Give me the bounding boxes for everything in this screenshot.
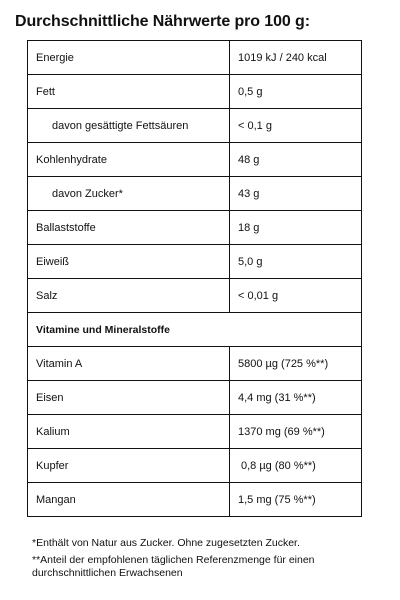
section-header-row xyxy=(28,313,362,347)
nutrient-value-salt: < 0,01 g xyxy=(230,279,362,313)
nutrient-label-saturated-fat: davon gesättigte Fettsäuren xyxy=(28,109,230,143)
nutrient-value-energy: 1019 kJ / 240 kcal xyxy=(230,41,362,75)
table-row xyxy=(28,143,362,177)
table-row xyxy=(28,347,362,381)
table-row xyxy=(28,415,362,449)
table-row xyxy=(28,41,362,75)
page-title: Durchschnittliche Nährwerte pro 100 g: xyxy=(15,13,310,30)
vitamin-value-a: 5800 µg (725 %**) xyxy=(230,347,362,381)
nutrient-value-protein: 5,0 g xyxy=(230,245,362,279)
table-row xyxy=(28,449,362,483)
mineral-value-manganese: 1,5 mg (75 %**) xyxy=(230,483,362,517)
mineral-label-manganese: Mangan xyxy=(28,483,230,517)
mineral-label-copper: Kupfer xyxy=(28,449,230,483)
nutrient-label-salt: Salz xyxy=(28,279,230,313)
mineral-label-iron: Eisen xyxy=(28,381,230,415)
nutrient-label-fat: Fett xyxy=(28,75,230,109)
nutrient-value-fiber: 18 g xyxy=(230,211,362,245)
nutrient-label-carbohydrates: Kohlenhydrate xyxy=(28,143,230,177)
nutrient-label-sugar: davon Zucker* xyxy=(28,177,230,211)
table-row xyxy=(28,109,362,143)
section-header: Vitamine und Mineralstoffe xyxy=(28,313,362,347)
footnotes xyxy=(32,537,372,584)
table-row xyxy=(28,211,362,245)
mineral-value-copper: 0,8 µg (80 %**) xyxy=(230,449,362,483)
mineral-value-potassium: 1370 mg (69 %**) xyxy=(230,415,362,449)
table-row xyxy=(28,245,362,279)
nutrient-label-fiber: Ballaststoffe xyxy=(28,211,230,245)
footnote-sugar: *Enthält von Natur aus Zucker. Ohne zugesetzten Zucker. xyxy=(32,537,300,549)
nutrient-value-saturated-fat: < 0,1 g xyxy=(230,109,362,143)
table-row xyxy=(28,483,362,517)
nutrition-table xyxy=(27,40,362,517)
mineral-value-iron: 4,4 mg (31 %**) xyxy=(230,381,362,415)
vitamin-label-a: Vitamin A xyxy=(28,347,230,381)
nutrient-label-energy: Energie xyxy=(28,41,230,75)
table-row xyxy=(28,381,362,415)
nutrient-value-sugar: 43 g xyxy=(230,177,362,211)
table-row xyxy=(28,279,362,313)
table-row xyxy=(28,177,362,211)
footnote-reference: **Anteil der empfohlenen täglichen Referenzmenge für einen durchschnittlichen Erwachsenen xyxy=(32,554,315,579)
nutrient-label-protein: Eiweiß xyxy=(28,245,230,279)
mineral-label-potassium: Kalium xyxy=(28,415,230,449)
table-row xyxy=(28,75,362,109)
nutrient-value-carbohydrates: 48 g xyxy=(230,143,362,177)
nutrient-value-fat: 0,5 g xyxy=(230,75,362,109)
